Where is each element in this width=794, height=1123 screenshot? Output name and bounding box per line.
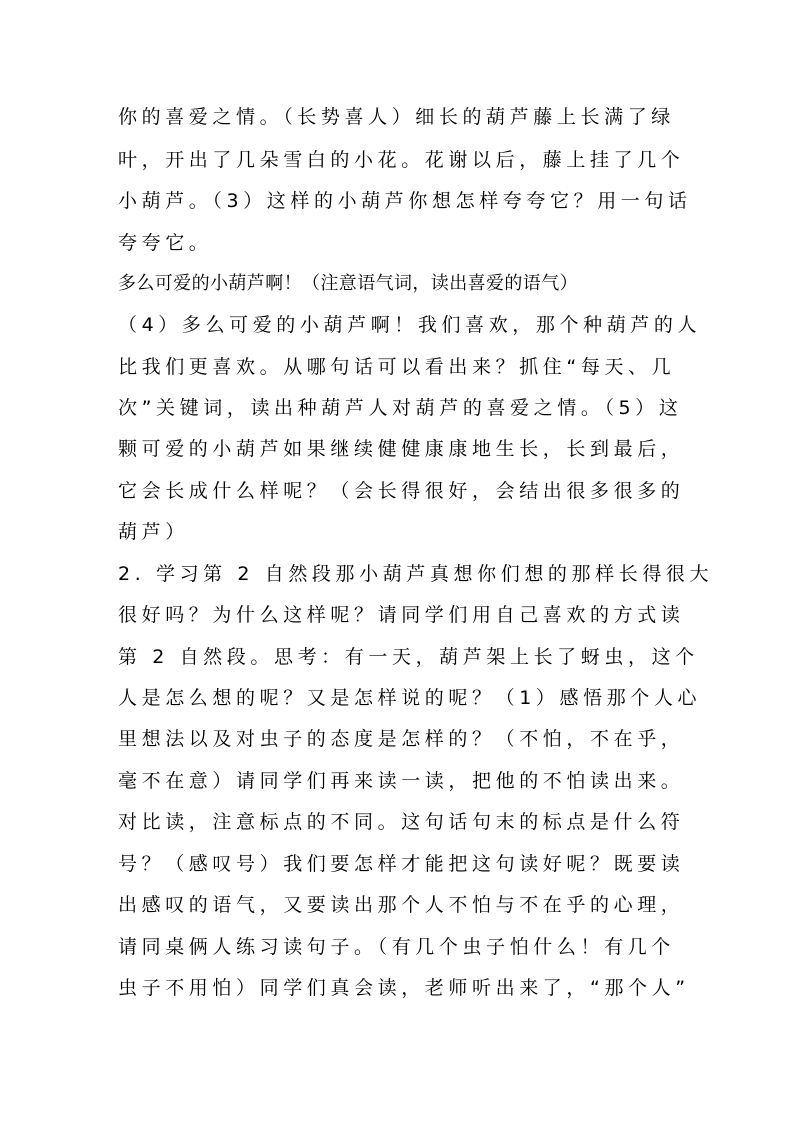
text-line: 里想法以及对虫子的态度是怎样的？（不怕，不在乎， xyxy=(118,728,685,750)
text-line: 叶，开出了几朵雪白的小花。花谢以后，藤上挂了几个 xyxy=(118,149,685,171)
text-line: 请同桌俩人练习读句子。（有几个虫子怕什么！有几个 xyxy=(118,936,675,958)
text-line: 次”关键词，读出种葫芦人对葫芦的喜爱之情。（5）这 xyxy=(118,397,683,419)
text-line: 夸夸它。 xyxy=(118,232,213,254)
text-line: 人是怎么想的呢？又是怎样说的呢？（1）感悟那个人心 xyxy=(118,687,702,709)
text-line: 你的喜爱之情。（长势喜人）细长的葫芦藤上长满了绿 xyxy=(118,106,675,128)
text-line: 毫不在意）请同学们再来读一读，把他的不怕读出来。 xyxy=(118,770,685,792)
text-line: 出感叹的语气，又要读出那个人不怕与不在乎的心理， xyxy=(118,894,685,916)
text-line: 虫子不用怕）同学们真会读，老师听出来了，“那个人” xyxy=(118,977,690,999)
text-line: 小葫芦。（3）这样的小葫芦你想怎样夸夸它？用一句话 xyxy=(118,190,692,212)
text-line: 第 2 自然段。思考：有一天，葫芦架上长了蚜虫，这个 xyxy=(118,646,699,668)
text-line: 对比读，注意标点的不同。这句话句末的标点是什么符 xyxy=(118,811,685,833)
text-line: 它会长成什么样呢？（会长得很好，会结出很多很多的 xyxy=(118,480,685,502)
text-line: 号？（感叹号）我们要怎样才能把这句读好呢？既要读 xyxy=(118,853,685,875)
text-line: 多么可爱的小葫芦啊！（注意语气词，读出喜爱的语气） xyxy=(118,273,578,294)
text-line: 葫芦） xyxy=(118,521,189,543)
text-line: （4）多么可爱的小葫芦啊！我们喜欢，那个种葫芦的人 xyxy=(118,314,702,336)
text-line: 很好吗？为什么这样呢？请同学们用自己喜欢的方式读 xyxy=(118,604,685,626)
text-line: 颗可爱的小葫芦如果继续健健康康地生长，长到最后， xyxy=(118,438,685,460)
text-line: 比我们更喜欢。从哪句话可以看出来？抓住“每天、几 xyxy=(118,356,676,378)
text-line: 2. 学习第 2 自然段那小葫芦真想你们想的那样长得很大 xyxy=(118,563,714,585)
